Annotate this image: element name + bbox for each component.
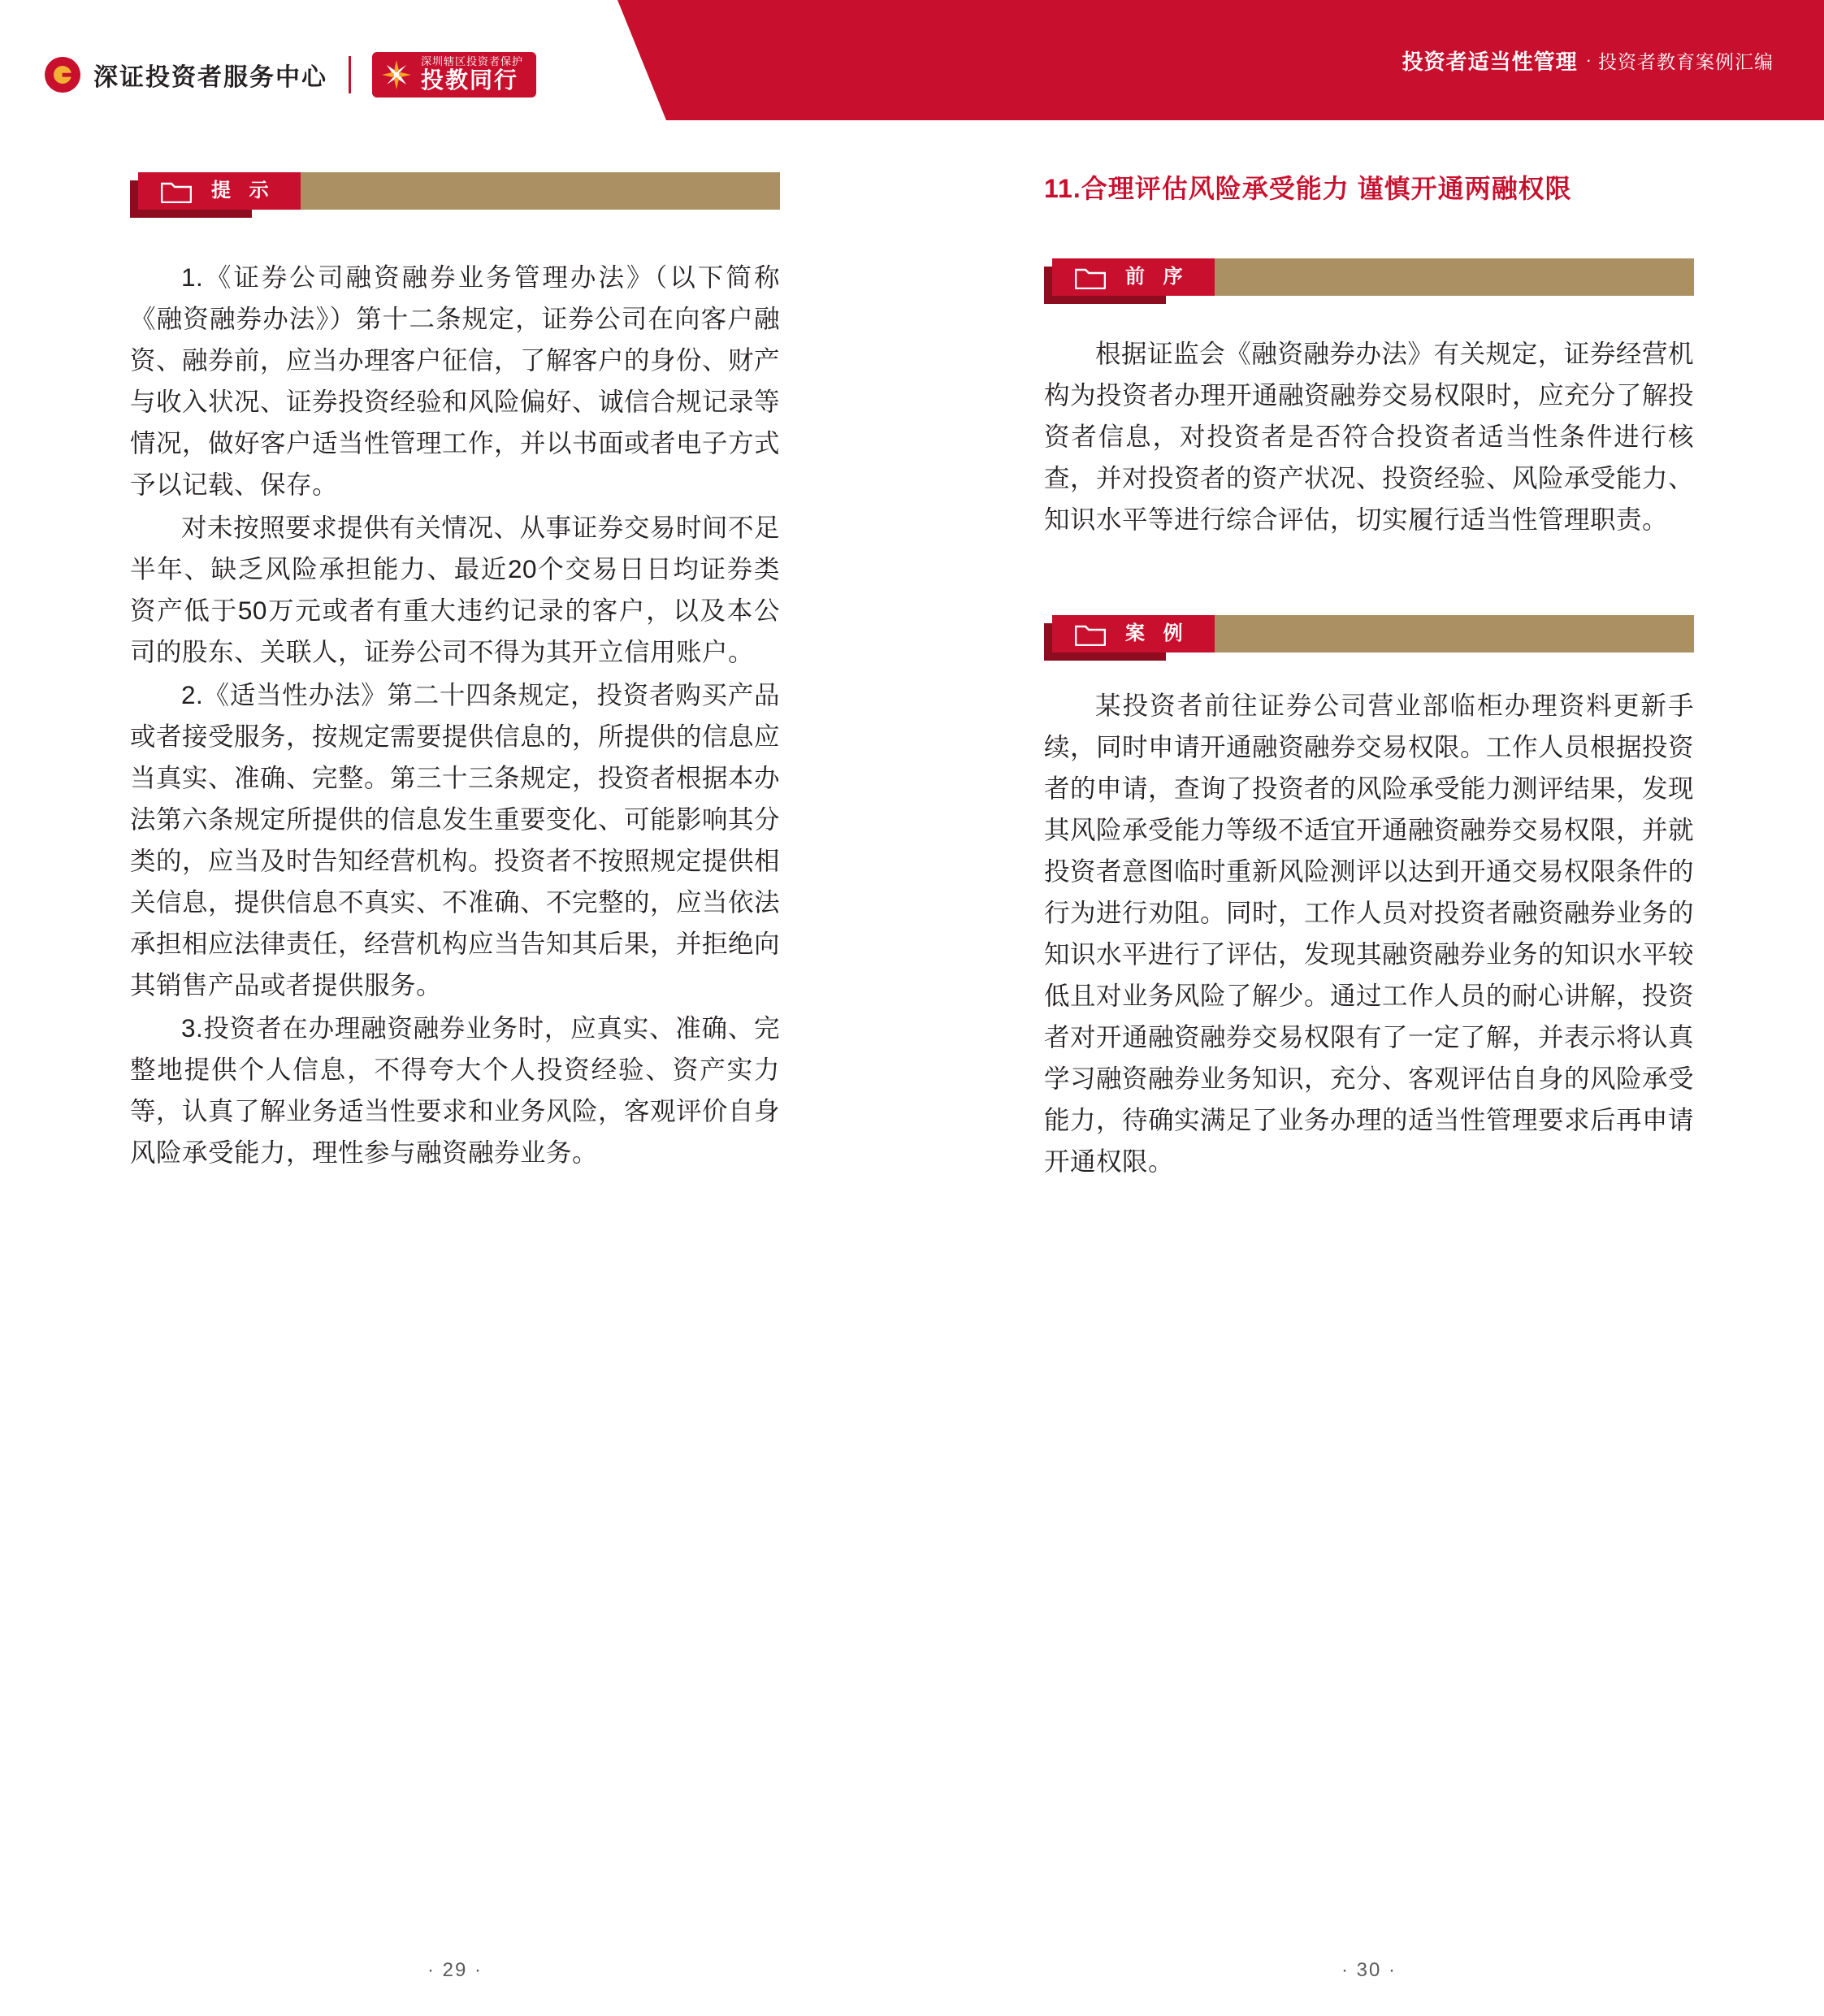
paragraph: 2.《适当性办法》第二十四条规定，投资者购买产品或者接受服务，按规定需要提供信息的，所提供的信息应当真实、准确、完整。第三十三条规定，投资者根据本办法第六条规定所提供的信息发生重要变化、可能影响其分类的，应当及时告知经营机构。投资者不按照规定提供相关信息，提供信息不真实、不准确、不完整的，应当依法承担相应法律责任，经营机构应当告知其后果，并拒绝向其销售产品或者提供服务。 bbox=[130, 680, 781, 1000]
header-running-title bbox=[1402, 0, 1774, 120]
preface-body bbox=[1044, 333, 1694, 540]
paragraph: 根据证监会《融资融券办法》有关规定，证券经营机构为投资者办理开通融资融券交易权限时，应充分了解投资者信息，对投资者是否符合投资者适当性条件进行核查，并对投资者的资产状况、投资经验、风险承受能力、知识水平等进行综合评估，切实履行适当性管理职责。 bbox=[1044, 338, 1695, 534]
szise-logo-icon bbox=[45, 57, 80, 93]
paragraph: 某投资者前往证券公司营业部临柜办理资料更新手续，同时申请开通融资融券交易权限。工作人员根据投资者的申请，查询了投资者的风险承受能力测评结果，发现其风险承受能力等级不适宜开通融资融券交易权限，并就投资者意图临时重新风险测评以达到开通交易权限条件的行为进行劝阻。同时，工作人员对投资者融资融券业务的知识水平进行了评估，发现其融资融券业务的知识水平较低且对业务风险了解少。通过工作人员的耐心讲解，投资者对开通融资融券交易权限有了一定了解，并表示将认真学习融资融券业务知识，充分、客观评估自身的风险承受能力，待确实满足了业务办理的适当性管理要求后再申请开通权限。 bbox=[1044, 690, 1695, 1176]
star-burst-icon bbox=[380, 59, 413, 91]
section-tab-preface bbox=[1044, 258, 1694, 301]
paragraph: 3.投资者在办理融资融券业务时，应真实、准确、完整地提供个人信息，不得夸大个人投资经验、资产实力等，认真了解业务适当性要求和业务风险，客观评价自身风险承受能力，理性参与融资融券业务。 bbox=[130, 1013, 781, 1168]
organization-name: 深证投资者服务中心 bbox=[93, 64, 327, 91]
page-number-left: · 29 · bbox=[427, 1959, 483, 1981]
section-tab-label: 提 示 bbox=[211, 180, 275, 202]
running-title-sub: 投资者教育案例汇编 bbox=[1598, 50, 1774, 72]
paragraph: 1.《证券公司融资融券业务管理办法》（以下简称《融资融券办法》）第十二条规定，证券公司在向客户融资、融券前，应当办理客户征信，了解客户的身份、财产与收入状况、证券投资经验和风险偏好、诚信合规记录等情况，做好客户适当性管理工作，并以书面或者电子方式予以记载、保存。 bbox=[130, 262, 781, 500]
page-number-right: · 30 · bbox=[1341, 1959, 1397, 1981]
brand-badge bbox=[372, 52, 536, 98]
folder-icon bbox=[161, 180, 192, 203]
page-spread bbox=[0, 120, 1824, 2016]
section-tab-tips bbox=[130, 172, 780, 215]
tab-gold-block bbox=[301, 172, 780, 210]
header-divider bbox=[349, 56, 351, 93]
right-page-column bbox=[1044, 120, 1694, 1184]
folder-icon bbox=[1075, 266, 1106, 289]
section-tab-case bbox=[1044, 615, 1694, 657]
brand-subtitle: 深圳辖区投资者保护 bbox=[421, 54, 524, 67]
brand-title: 投教同行 bbox=[421, 67, 519, 93]
running-title-separator: · bbox=[1585, 50, 1592, 70]
section-tab-label: 案 例 bbox=[1125, 622, 1189, 644]
brand-text bbox=[421, 56, 523, 93]
tab-gold-block bbox=[1215, 615, 1694, 652]
page-title: 11.合理评估风险承受能力 谨慎开通两融权限 bbox=[1044, 174, 1572, 203]
left-page-body bbox=[130, 257, 780, 1173]
case-body bbox=[1044, 685, 1694, 1182]
folder-icon bbox=[1075, 622, 1106, 646]
paragraph: 对未按照要求提供有关情况、从事证券交易时间不足半年、缺乏风险承担能力、最近20个交易日日均证券类资产低于50万元或者有重大违约记录的客户，以及本公司的股东、关联人，证券公司不得为其开立信用账户。 bbox=[130, 513, 780, 667]
section-tab-label: 前 序 bbox=[1125, 265, 1189, 288]
tab-gold-block bbox=[1215, 258, 1694, 296]
page-header bbox=[0, 0, 1824, 120]
running-title-main: 投资者适当性管理 bbox=[1402, 49, 1578, 74]
header-branding bbox=[45, 50, 536, 99]
left-page-column bbox=[130, 120, 780, 1175]
